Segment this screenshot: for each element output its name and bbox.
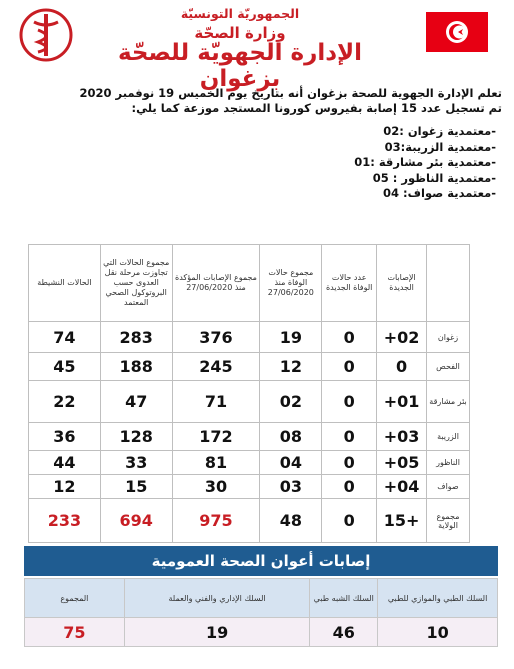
total-label: مجموع الولاية (427, 499, 470, 543)
staff-section-title: إصابات أعوان الصحة العمومية (24, 546, 498, 576)
cell-deaths-new: 0 (322, 451, 377, 475)
total-deaths-new: 0 (322, 499, 377, 543)
header-republic: الجمهوريّة التونسيّة (180, 6, 300, 21)
table-total-row (29, 499, 470, 543)
cell-recovered: 47 (100, 381, 172, 423)
cell-deaths-new: 0 (322, 423, 377, 451)
header-deaths-total: مجموع حالات الوفاة منذ 27/06/2020 (260, 245, 322, 322)
tunisia-flag-icon (426, 12, 488, 52)
total-confirmed: 975 (172, 499, 260, 543)
header-active: الحالات النشيطة (29, 245, 101, 322)
cell-recovered: 283 (100, 322, 172, 353)
cell-new: 0 (377, 353, 427, 381)
cell-active: 22 (29, 381, 101, 423)
cell-recovered: 188 (100, 353, 172, 381)
delegation-item: -معتمدية الزريبة:03 (384, 139, 496, 154)
cell-delegation-name: صواف (427, 475, 470, 499)
total-deaths: 48 (260, 499, 322, 543)
header-confirmed-total: مجموع الإصابات المؤكدة منذ 27/06/2020 (172, 245, 260, 322)
cell-confirmed: 245 (172, 353, 260, 381)
header-regional-directorate: الإدارة الجهويّة للصحّة بزغوان (117, 40, 363, 92)
header-corner (427, 245, 470, 322)
delegation-list (354, 124, 496, 202)
staff-values-row (25, 618, 498, 647)
cell-recovered: 33 (100, 451, 172, 475)
staff-header-paramedical: السلك الشبه طبي (310, 579, 378, 618)
header-deaths-new: عدد حالات الوفاة الجديدة (322, 245, 377, 322)
cell-deaths-new: 0 (322, 475, 377, 499)
cell-new: +05 (377, 451, 427, 475)
cell-active: 74 (29, 322, 101, 353)
staff-medical-value: 10 (378, 618, 498, 647)
cell-delegation-name: زغوان (427, 322, 470, 353)
cell-deaths-total: 02 (260, 381, 322, 423)
staff-header-medical: السلك الطبي والموازي للطبي (378, 579, 498, 618)
cell-new: +04 (377, 475, 427, 499)
staff-table (24, 578, 498, 647)
cell-delegation-name: الفحص (427, 353, 470, 381)
cell-confirmed: 81 (172, 451, 260, 475)
cell-delegation-name: الناظور (427, 451, 470, 475)
delegation-item: -معتمدية زغوان :02 (383, 124, 496, 138)
cell-active: 36 (29, 423, 101, 451)
cell-deaths-new: 0 (322, 381, 377, 423)
intro-line-2: تم تسجيل عدد 15 إصابة بفيروس كورونا المستجد موزعة كما يلي: (131, 101, 502, 115)
table-row (29, 381, 470, 423)
table-row (29, 423, 470, 451)
cell-new: +02 (377, 322, 427, 353)
cell-recovered: 15 (100, 475, 172, 499)
total-active: 233 (29, 499, 101, 543)
delegation-item: -معتمدية صواف: 04 (383, 186, 496, 200)
cell-confirmed: 30 (172, 475, 260, 499)
total-recovered: 694 (100, 499, 172, 543)
cell-confirmed: 71 (172, 381, 260, 423)
cell-deaths-new: 0 (322, 353, 377, 381)
delegation-item: -معتمدية بئر مشارقة :01 (354, 155, 496, 169)
header-recovered: مجموع الحالات التي تجاوزت مرحلة نقل العدوى حسب البروتوكول الصحي المعتمد (100, 245, 172, 322)
staff-total-value: 75 (25, 618, 125, 647)
header-new-cases: الإصابات الجديدة (377, 245, 427, 322)
table-row (29, 353, 470, 381)
intro-text (50, 86, 502, 116)
cell-active: 44 (29, 451, 101, 475)
total-new: 15+ (377, 499, 427, 543)
cell-deaths-total: 12 (260, 353, 322, 381)
delegation-item: -معتمدية الناظور : 05 (372, 170, 496, 185)
staff-admin-value: 19 (124, 618, 310, 647)
cell-new: +01 (377, 381, 427, 423)
cell-new: +03 (377, 423, 427, 451)
intro-line-1: تعلم الإدارة الجهوية للصحة بزغوان أنه بتاريخ يوم الخميس 19 نوفمبر 2020 (79, 86, 502, 100)
cell-confirmed: 376 (172, 322, 260, 353)
staff-paramedical-value: 46 (310, 618, 378, 647)
cell-deaths-total: 03 (260, 475, 322, 499)
table-row (29, 475, 470, 499)
cell-deaths-total: 08 (260, 423, 322, 451)
cell-deaths-new: 0 (322, 322, 377, 353)
staff-header-admin: السلك الإداري والفني والعملة (124, 579, 310, 618)
statistics-table (28, 244, 470, 543)
staff-header-total: المجموع (25, 579, 125, 618)
cell-active: 45 (29, 353, 101, 381)
cell-delegation-name: بئر مشارقة (427, 381, 470, 423)
cell-recovered: 128 (100, 423, 172, 451)
cell-deaths-total: 04 (260, 451, 322, 475)
header-ministry: وزارة الصحّة (194, 24, 286, 42)
table-row (29, 322, 470, 353)
cell-deaths-total: 19 (260, 322, 322, 353)
cell-active: 12 (29, 475, 101, 499)
cell-confirmed: 172 (172, 423, 260, 451)
cell-delegation-name: الزريبة (427, 423, 470, 451)
ministry-logo-icon (14, 6, 78, 64)
table-row (29, 451, 470, 475)
staff-header-row (25, 579, 498, 618)
table-header-row (29, 245, 470, 322)
